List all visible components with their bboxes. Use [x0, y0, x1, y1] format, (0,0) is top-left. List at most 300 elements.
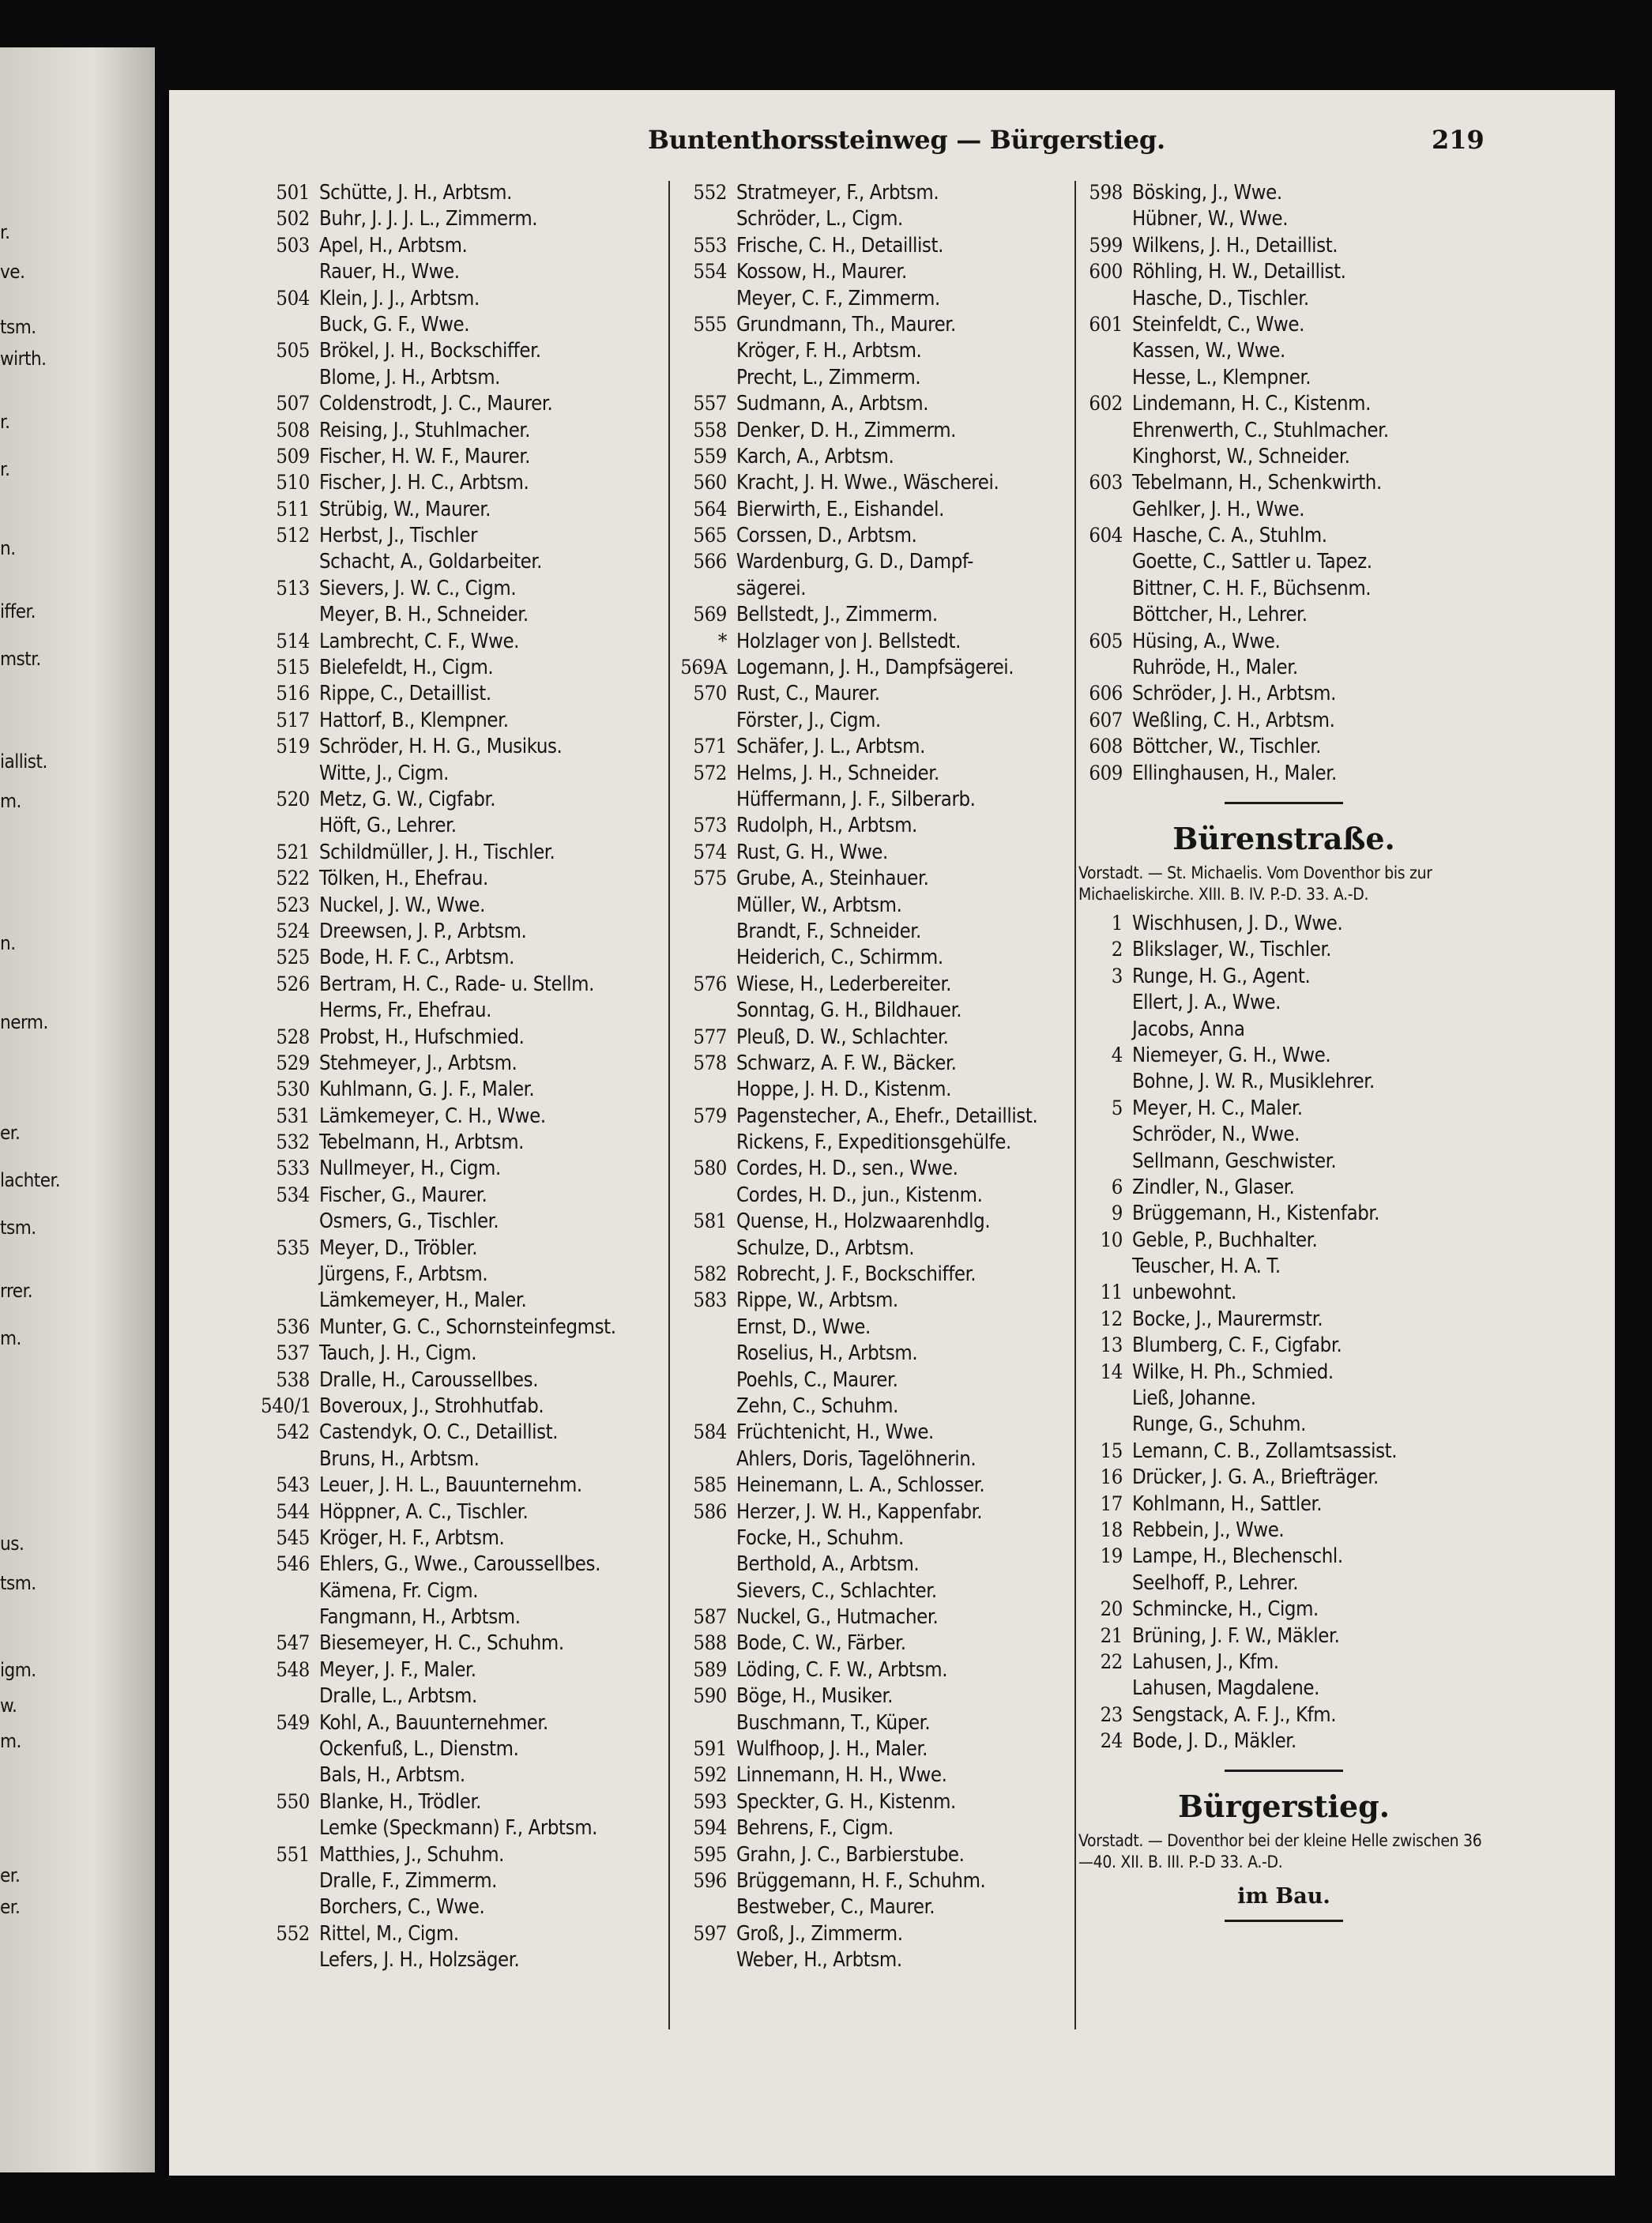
list-item — [1078, 260, 1489, 286]
resident-entry: Rebbein, J., Wwe. — [1132, 1518, 1285, 1542]
house-number: 575 — [693, 867, 727, 891]
resident-entry: Kohl, A., Bauunternehmer. — [319, 1710, 548, 1735]
list-item — [261, 735, 672, 761]
house-number: 586 — [693, 1499, 727, 1524]
left-page-fragment: nerm. — [0, 1011, 48, 1033]
list-item — [261, 1209, 672, 1236]
list-item — [1078, 498, 1489, 524]
house-number: 9 — [1111, 1202, 1123, 1226]
resident-entry: Pleuß, D. W., Schlachter. — [736, 1025, 949, 1049]
resident-entry: Hasche, C. A., Stuhlm. — [1132, 524, 1327, 548]
list-item — [1078, 1228, 1489, 1254]
house-number: 591 — [693, 1737, 727, 1762]
resident-entry: Nuckel, J. W., Wwe. — [319, 893, 485, 917]
list-item — [261, 313, 672, 339]
list-item — [672, 893, 1074, 920]
list-item — [1078, 181, 1489, 207]
left-page-fragment: r. — [0, 221, 10, 243]
house-number: 565 — [693, 524, 727, 548]
resident-entry: Schwarz, A. F. W., Bäcker. — [736, 1051, 957, 1075]
house-number: 515 — [276, 656, 310, 680]
resident-entry: Bittner, C. H. F., Büchsenm. — [1132, 576, 1372, 600]
resident-entry: Tebelmann, H., Schenkwirth. — [1132, 471, 1382, 495]
resident-entry: Sengstack, A. F. J., Kfm. — [1132, 1702, 1337, 1727]
resident-entry: Bocke, J., Maurermstr. — [1132, 1307, 1323, 1331]
list-item — [261, 234, 672, 260]
resident-entry: Schröder, N., Wwe. — [1132, 1123, 1300, 1147]
list-item — [1078, 1360, 1489, 1386]
resident-entry: Bode, J. D., Mäkler. — [1132, 1729, 1296, 1754]
house-number: 607 — [1089, 708, 1123, 732]
resident-entry: Rauer, H., Wwe. — [319, 260, 460, 284]
list-item — [672, 656, 1074, 682]
resident-entry: Poehls, C., Maurer. — [736, 1367, 898, 1392]
list-item — [261, 867, 672, 893]
list-item — [672, 1368, 1074, 1394]
house-number: 574 — [693, 840, 727, 864]
resident-entry: Robrecht, J. F., Bockschiffer. — [736, 1262, 977, 1287]
house-number: 530 — [276, 1078, 310, 1102]
list-item — [672, 366, 1074, 392]
house-number: 523 — [276, 893, 310, 917]
house-number: 18 — [1100, 1518, 1123, 1542]
list-item — [261, 1394, 672, 1420]
resident-entry: Löding, C. F. W., Arbtsm. — [736, 1657, 948, 1682]
list-item — [1078, 419, 1489, 445]
house-number: 543 — [276, 1473, 310, 1498]
list-item — [1078, 234, 1489, 260]
resident-entry: Ruhröde, H., Maler. — [1132, 656, 1298, 680]
list-item — [261, 1078, 672, 1104]
left-page-fragment: r. — [0, 411, 10, 433]
house-number: 17 — [1100, 1491, 1123, 1516]
house-number: 545 — [276, 1525, 310, 1550]
house-number: 15 — [1100, 1439, 1123, 1463]
house-number: 559 — [693, 444, 727, 468]
house-number: 529 — [276, 1051, 310, 1075]
resident-entry: Böge, H., Musiker. — [736, 1684, 894, 1709]
house-number: 582 — [693, 1262, 727, 1287]
resident-entry: Wardenburg, G. D., Dampf- — [736, 550, 974, 574]
list-item — [672, 1209, 1074, 1236]
resident-entry: Drücker, J. G. A., Briefträger. — [1132, 1465, 1379, 1490]
house-number: 599 — [1089, 233, 1123, 258]
resident-entry: Rippe, W., Arbtsm. — [736, 1288, 898, 1313]
resident-entry: Zindler, N., Glaser. — [1132, 1175, 1295, 1199]
house-number: 502 — [276, 207, 310, 231]
list-item — [261, 1737, 672, 1763]
house-number: 564 — [693, 497, 727, 521]
resident-entry: Grundmann, Th., Maurer. — [736, 312, 956, 337]
list-item — [261, 524, 672, 550]
house-number: 595 — [693, 1842, 727, 1867]
resident-entry: Stratmeyer, F., Arbtsm. — [736, 181, 939, 205]
resident-entry: Lindemann, H. C., Kistenm. — [1132, 392, 1371, 416]
left-page-fragment: tsm. — [0, 1217, 36, 1239]
house-number: 604 — [1089, 524, 1123, 548]
house-number: 548 — [276, 1657, 310, 1682]
resident-entry: Borchers, C., Wwe. — [319, 1895, 485, 1920]
house-number: 503 — [276, 233, 310, 258]
list-item — [1078, 366, 1489, 392]
house-number: 553 — [693, 233, 727, 258]
list-item — [672, 1790, 1074, 1816]
list-item — [672, 419, 1074, 445]
resident-entry: Bösking, J., Wwe. — [1132, 181, 1282, 205]
house-number: 584 — [693, 1420, 727, 1445]
house-number: 583 — [693, 1288, 727, 1313]
resident-entry: Hübner, W., Wwe. — [1132, 207, 1289, 231]
list-item — [672, 1816, 1074, 1842]
resident-entry: Hattorf, B., Klempner. — [319, 708, 509, 732]
resident-entry: Roselius, H., Arbtsm. — [736, 1341, 918, 1366]
resident-entry: Dralle, L., Arbtsm. — [319, 1684, 477, 1709]
list-item — [672, 1763, 1074, 1789]
list-item — [261, 1552, 672, 1578]
resident-entry: Sellmann, Geschwister. — [1132, 1149, 1337, 1173]
resident-entry: Holzlager von J. Bellstedt. — [736, 629, 961, 653]
list-item — [672, 1104, 1074, 1130]
house-number: 520 — [276, 787, 310, 811]
list-item — [261, 999, 672, 1025]
resident-entry: Tebelmann, H., Arbtsm. — [319, 1130, 525, 1155]
resident-entry: Herbst, J., Tischler — [319, 524, 478, 548]
house-number: 600 — [1089, 260, 1123, 284]
resident-entry: Wischhusen, J. D., Wwe. — [1132, 911, 1343, 935]
left-page-fragment: n. — [0, 932, 16, 954]
resident-entry: Zehn, C., Schuhm. — [736, 1394, 899, 1418]
left-page-fragment: er. — [0, 1122, 21, 1144]
list-item — [672, 1341, 1074, 1367]
resident-entry: Rust, C., Maurer. — [736, 682, 880, 706]
list-item — [1078, 938, 1489, 964]
list-item — [1078, 603, 1489, 629]
house-number: 512 — [276, 524, 310, 548]
resident-entry: Kassen, W., Wwe. — [1132, 339, 1285, 363]
list-item — [1078, 313, 1489, 339]
resident-entry: Strübig, W., Maurer. — [319, 497, 491, 521]
list-item — [261, 1288, 672, 1315]
resident-entry: Apel, H., Arbtsm. — [319, 233, 468, 258]
house-number: 501 — [276, 181, 310, 205]
resident-entry: Buck, G. F., Wwe. — [319, 312, 470, 337]
left-page-fragment: m. — [0, 790, 21, 812]
list-item — [261, 1579, 672, 1605]
resident-entry: Berthold, A., Arbtsm. — [736, 1552, 920, 1577]
list-item — [261, 1711, 672, 1737]
resident-entry: Lämkemeyer, C. H., Wwe. — [319, 1104, 546, 1128]
resident-entry: Denker, D. H., Zimmerm. — [736, 418, 957, 442]
list-item — [1078, 1149, 1489, 1175]
house-number: 608 — [1089, 735, 1123, 759]
resident-entry: Böttcher, W., Tischler. — [1132, 735, 1322, 759]
list-item — [672, 1447, 1074, 1473]
resident-entry: Kröger, H. F., Arbtsm. — [319, 1525, 505, 1550]
resident-entry: Ehlers, G., Wwe., Caroussellbes. — [319, 1552, 600, 1577]
resident-entry: Weßling, C. H., Arbtsm. — [1132, 708, 1335, 732]
house-number: 550 — [276, 1789, 310, 1814]
house-number: 569A — [680, 656, 727, 680]
list-item — [1078, 912, 1489, 938]
list-item — [672, 1183, 1074, 1209]
resident-entry: Probst, H., Hufschmied. — [319, 1025, 525, 1049]
resident-entry: Schulze, D., Arbtsm. — [736, 1236, 915, 1260]
resident-entry: Behrens, F., Cigm. — [736, 1816, 894, 1841]
house-number: 528 — [276, 1025, 310, 1049]
resident-entry: Rittel, M., Cigm. — [319, 1921, 459, 1946]
list-item — [261, 1895, 672, 1921]
resident-entry: Buschmann, T., Küper. — [736, 1710, 931, 1735]
left-page-fragment: rrer. — [0, 1280, 33, 1302]
resident-entry: Rudolph, H., Arbtsm. — [736, 814, 917, 838]
resident-entry: Ellinghausen, H., Maler. — [1132, 761, 1337, 785]
list-item — [1078, 1281, 1489, 1307]
resident-entry: Coldenstrodt, J. C., Maurer. — [319, 392, 553, 416]
resident-entry: Ernst, D., Wwe. — [736, 1315, 871, 1339]
list-item — [672, 1236, 1074, 1262]
list-item — [672, 1420, 1074, 1446]
column-1 — [261, 181, 672, 1975]
list-item — [261, 788, 672, 814]
resident-entry: Schröder, H. H. G., Musikus. — [319, 735, 563, 759]
list-item — [261, 1051, 672, 1078]
list-item — [261, 1025, 672, 1051]
left-page-fragment: mstr. — [0, 648, 41, 670]
house-number: 572 — [693, 761, 727, 785]
house-number: 537 — [276, 1341, 310, 1366]
list-item — [261, 814, 672, 840]
list-item — [1078, 630, 1489, 656]
house-number: 569 — [693, 603, 727, 627]
house-number: 532 — [276, 1130, 310, 1155]
list-item — [1078, 1254, 1489, 1281]
list-item — [672, 1895, 1074, 1921]
resident-entry: Rippe, C., Detaillist. — [319, 682, 491, 706]
house-number: 590 — [693, 1684, 727, 1709]
resident-entry: Wulfhoop, J. H., Maler. — [736, 1737, 928, 1762]
resident-entry: Wilke, H. Ph., Schmied. — [1132, 1360, 1334, 1384]
section-rule — [1225, 802, 1343, 804]
street-description-buerenstrasse: Vorstadt. — St. Michaelis. Vom Doventhor bis zur Michaeliskirche. XIII. B. IV. P.-D. 33. A.-D. — [1078, 863, 1432, 904]
resident-entry: Lampe, H., Blechenschl. — [1132, 1544, 1343, 1569]
list-item — [1078, 445, 1489, 471]
list-item — [672, 1658, 1074, 1684]
resident-entry: unbewohnt. — [1132, 1281, 1236, 1305]
house-number: * — [717, 629, 727, 653]
resident-entry: Bode, H. F. C., Arbtsm. — [319, 946, 515, 970]
resident-entry: Geble, P., Buchhalter. — [1132, 1228, 1318, 1252]
resident-entry: Castendyk, O. C., Detaillist. — [319, 1420, 559, 1445]
list-item — [672, 1157, 1074, 1183]
house-number: 517 — [276, 708, 310, 732]
list-item — [261, 1447, 672, 1473]
resident-entry: Heiderich, C., Schirmm. — [736, 946, 943, 970]
resident-entry: Früchtenicht, H., Wwe. — [736, 1420, 934, 1445]
list-item — [672, 1473, 1074, 1499]
house-number: 526 — [276, 972, 310, 996]
list-item — [261, 893, 672, 920]
house-number: 509 — [276, 444, 310, 468]
resident-entry: Blome, J. H., Arbtsm. — [319, 365, 501, 389]
list-item — [672, 1843, 1074, 1869]
house-number: 1 — [1111, 911, 1123, 935]
resident-entry: Metz, G. W., Cigfabr. — [319, 787, 496, 811]
list-item — [672, 260, 1074, 286]
resident-entry: Kracht, J. H. Wwe., Wäscherei. — [736, 471, 999, 495]
list-item — [1078, 1123, 1489, 1149]
list-item — [261, 682, 672, 708]
resident-entry: Nullmeyer, H., Cigm. — [319, 1157, 501, 1181]
column-3-entries — [1078, 181, 1489, 788]
list-item — [672, 498, 1074, 524]
resident-entry: Blanke, H., Trödler. — [319, 1789, 482, 1814]
house-number: 16 — [1100, 1465, 1123, 1490]
resident-entry: Sudmann, A., Arbtsm. — [736, 392, 929, 416]
list-item — [261, 1948, 672, 1974]
list-item — [1078, 1597, 1489, 1623]
house-number: 581 — [693, 1209, 727, 1234]
list-item — [261, 1843, 672, 1869]
resident-entry: Leuer, J. H. L., Bauunternehm. — [319, 1473, 582, 1498]
resident-entry: Cordes, H. D., jun., Kistenm. — [736, 1183, 983, 1207]
resident-entry: Cordes, H. D., sen., Wwe. — [736, 1157, 958, 1181]
resident-entry: Schäfer, J. L., Arbtsm. — [736, 735, 925, 759]
page-header — [0, 125, 1652, 156]
resident-entry: Brökel, J. H., Bockschiffer. — [319, 339, 541, 363]
resident-entry: Wilkens, J. H., Detaillist. — [1132, 233, 1338, 258]
list-item — [1078, 550, 1489, 576]
house-number: 508 — [276, 418, 310, 442]
house-number: 555 — [693, 312, 727, 337]
resident-entry: Logemann, J. H., Dampfsägerei. — [736, 656, 1014, 680]
buerenstrasse-entries — [1078, 912, 1489, 1756]
resident-entry: Böttcher, H., Lehrer. — [1132, 603, 1308, 627]
list-item — [672, 577, 1074, 603]
resident-entry: Dralle, F., Zimmerm. — [319, 1869, 498, 1893]
list-item — [672, 841, 1074, 867]
house-number: 577 — [693, 1025, 727, 1049]
list-item — [261, 603, 672, 629]
resident-entry: Klein, J. J., Arbtsm. — [319, 286, 480, 310]
left-page-fragment: er. — [0, 1864, 21, 1886]
list-item — [1078, 1703, 1489, 1729]
house-number: 535 — [276, 1236, 310, 1260]
house-number: 570 — [693, 682, 727, 706]
resident-entry: Jürgens, F., Arbtsm. — [319, 1262, 488, 1287]
running-head: Buntenthorssteinweg — Bürgerstieg. — [648, 125, 1165, 155]
resident-entry: Wiese, H., Lederbereiter. — [736, 972, 952, 996]
house-number: 573 — [693, 814, 727, 838]
house-number: 588 — [693, 1631, 727, 1656]
resident-entry: Teuscher, H. A. T. — [1132, 1254, 1281, 1279]
list-item — [672, 1922, 1074, 1948]
resident-entry: Schacht, A., Goldarbeiter. — [319, 550, 542, 574]
list-item — [261, 1658, 672, 1684]
resident-entry: Steinfeldt, C., Wwe. — [1132, 312, 1305, 337]
house-number: 536 — [276, 1315, 310, 1339]
resident-entry: Ockenfuß, L., Dienstm. — [319, 1737, 519, 1762]
list-item — [672, 867, 1074, 893]
resident-entry: Hüsing, A., Wwe. — [1132, 629, 1281, 653]
house-number: 10 — [1100, 1228, 1123, 1252]
list-item — [261, 181, 672, 207]
list-item — [1078, 1070, 1489, 1096]
list-item — [1078, 1017, 1489, 1044]
list-item — [1078, 735, 1489, 761]
resident-entry: Brüggemann, H. F., Schuhm. — [736, 1869, 986, 1893]
list-item — [261, 392, 672, 418]
left-page-fragment: r. — [0, 458, 10, 480]
list-item — [261, 1869, 672, 1895]
left-page-fragment: w. — [0, 1695, 17, 1717]
list-item — [261, 1790, 672, 1816]
house-number: 511 — [276, 497, 310, 521]
resident-entry: Groß, J., Zimmerm. — [736, 1921, 903, 1946]
resident-entry: Herzer, J. W. H., Kappenfabr. — [736, 1499, 983, 1524]
left-page-fragment: er. — [0, 1896, 21, 1918]
list-item — [261, 1236, 672, 1262]
left-page-fragment: n. — [0, 537, 16, 559]
resident-entry: Precht, L., Zimmerm. — [736, 365, 921, 389]
list-item — [1078, 682, 1489, 708]
list-item — [1078, 656, 1489, 682]
resident-entry: Bruns, H., Arbtsm. — [319, 1446, 480, 1471]
resident-entry: Brandt, F., Schneider. — [736, 919, 921, 943]
list-item — [672, 1394, 1074, 1420]
house-number: 20 — [1100, 1597, 1123, 1622]
list-item — [1078, 965, 1489, 991]
resident-entry: Blumberg, C. F., Cigfabr. — [1132, 1333, 1342, 1358]
resident-entry: Niemeyer, G. H., Wwe. — [1132, 1043, 1331, 1067]
resident-entry: Speckter, G. H., Kistenm. — [736, 1789, 956, 1814]
house-number: 576 — [693, 972, 727, 996]
left-page-fragment: lachter. — [0, 1169, 61, 1191]
resident-entry: Lahusen, Magdalene. — [1132, 1676, 1319, 1701]
resident-entry: Reising, J., Stuhlmacher. — [319, 418, 530, 442]
house-number: 521 — [276, 840, 310, 864]
list-item — [261, 207, 672, 233]
resident-entry: Kämena, Fr. Cigm. — [319, 1578, 479, 1603]
resident-entry: Kohlmann, H., Sattler. — [1132, 1491, 1323, 1516]
list-item — [261, 1763, 672, 1789]
left-page-fragment: ve. — [0, 261, 25, 283]
list-item — [261, 1526, 672, 1552]
list-item — [1078, 1624, 1489, 1650]
list-item — [672, 339, 1074, 365]
list-item — [672, 445, 1074, 471]
list-item — [1078, 1676, 1489, 1702]
list-item — [1078, 1518, 1489, 1544]
street-title-buerenstrasse: Bürenstraße. — [1172, 820, 1395, 856]
resident-entry: Ahlers, Doris, Tagelöhnerin. — [736, 1446, 977, 1471]
house-number: 540/1 — [261, 1394, 312, 1418]
list-item — [261, 550, 672, 576]
resident-entry: Bode, C. W., Färber. — [736, 1631, 906, 1656]
list-item — [1078, 1412, 1489, 1439]
resident-entry: Bals, H., Arbtsm. — [319, 1763, 465, 1788]
list-item — [1078, 762, 1489, 788]
list-item — [1078, 1096, 1489, 1123]
list-item — [1078, 1333, 1489, 1360]
resident-entry: Karch, A., Arbtsm. — [736, 444, 894, 468]
resident-entry: Schütte, J. H., Arbtsm. — [319, 181, 512, 205]
resident-entry: Grube, A., Steinhauer. — [736, 867, 929, 891]
left-page-fragment: iallist. — [0, 750, 47, 773]
house-number: 580 — [693, 1157, 727, 1181]
resident-entry: Hasche, D., Tischler. — [1132, 286, 1309, 310]
house-number: 22 — [1100, 1649, 1123, 1674]
list-item — [672, 1684, 1074, 1710]
